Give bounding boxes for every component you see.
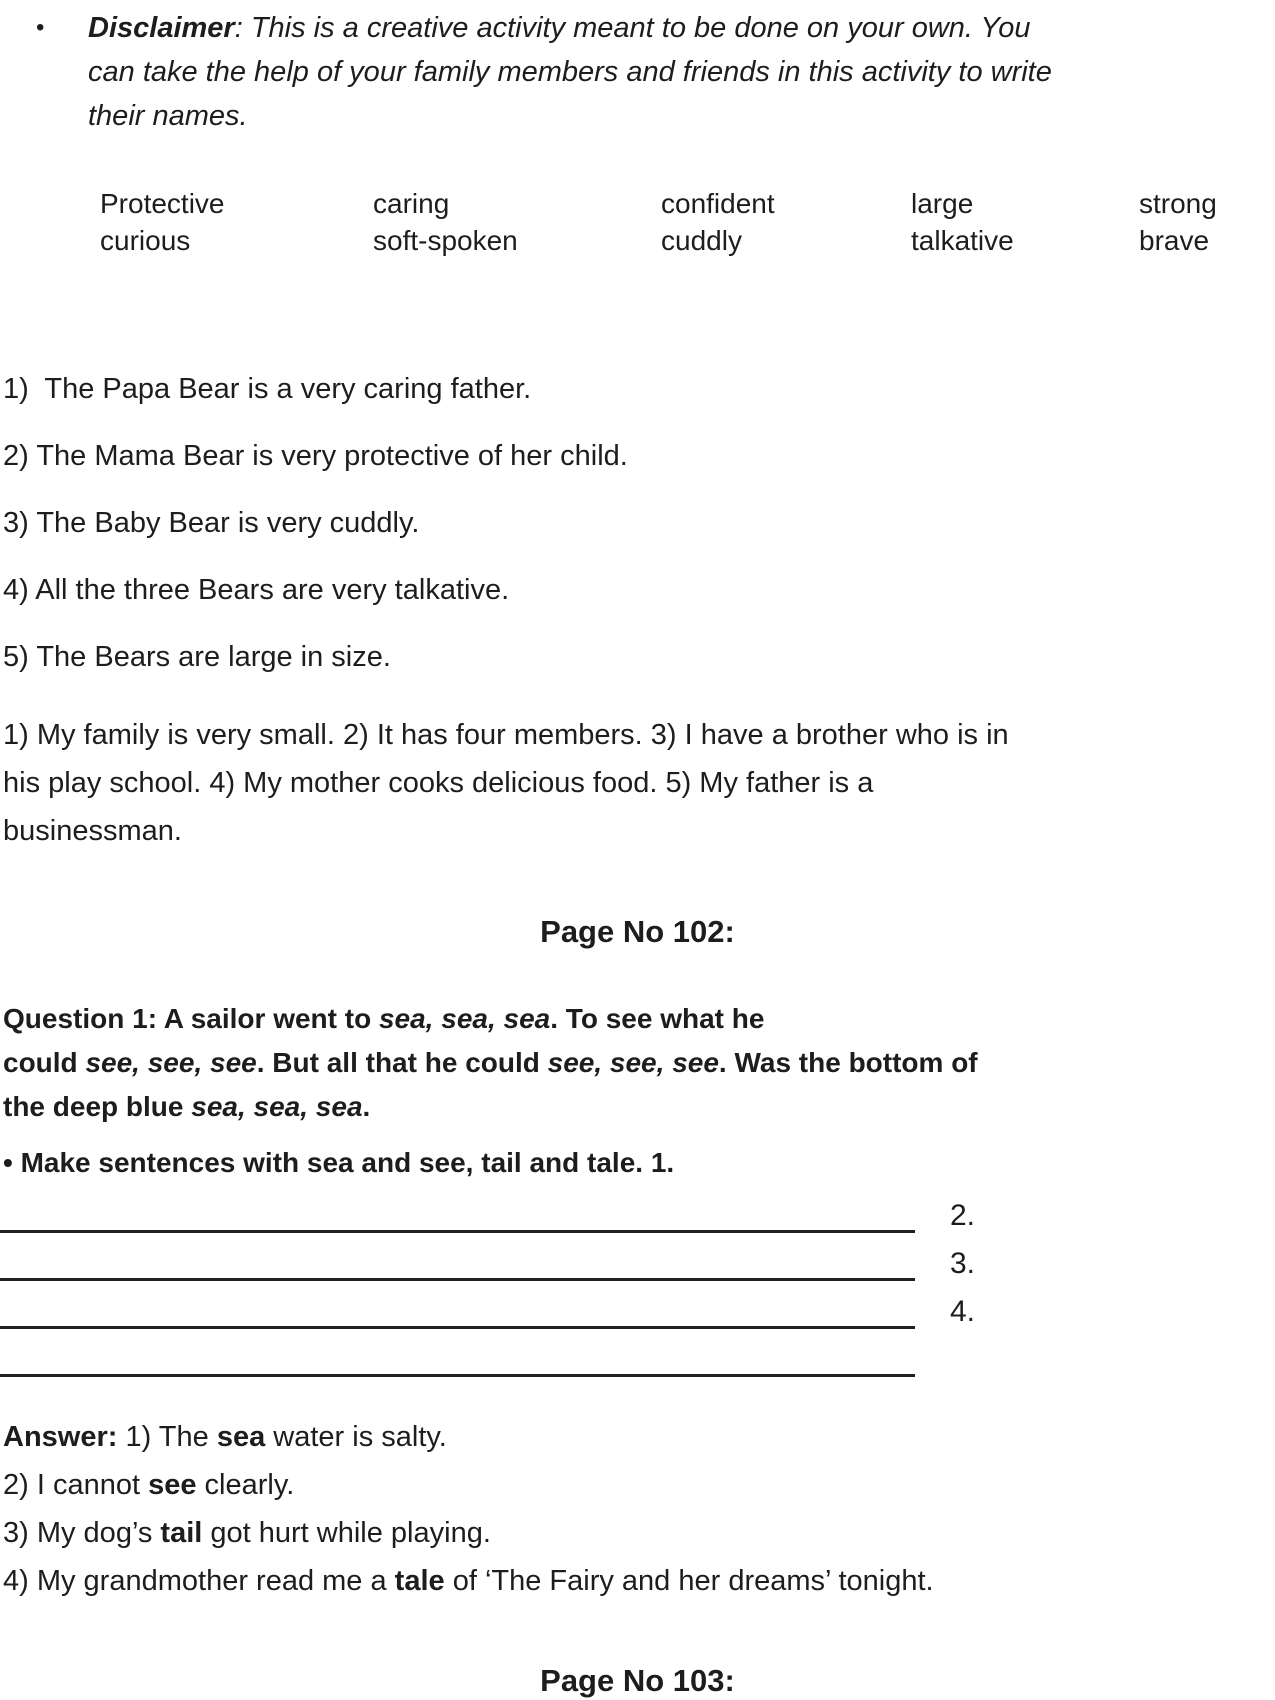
answer-blank-line	[0, 1329, 915, 1377]
question-1-text	[0, 997, 1275, 1129]
word-table	[0, 185, 1275, 259]
blank-number-label: 2.	[949, 1199, 975, 1232]
page-102-heading: Page No 102:	[540, 914, 735, 949]
answer-blank-line	[0, 1185, 975, 1233]
word-cell: caring	[373, 188, 450, 219]
bullet-icon: •	[36, 14, 45, 41]
word-cell: soft-spoken	[373, 225, 518, 256]
answer-block	[0, 1413, 1275, 1605]
disclaimer-text	[88, 6, 1228, 138]
make-sentences-instruction: • Make sentences with sea and see, tail and tale. 1.	[3, 1147, 675, 1178]
answer-line: Answer: 1) The sea water is salty.	[3, 1421, 447, 1453]
word-cell: brave	[1139, 225, 1210, 256]
answer-blank-lines	[0, 1185, 975, 1377]
word-cell: strong	[1139, 188, 1217, 219]
word-cell: cuddly	[661, 225, 742, 256]
bear-sentence-list	[0, 374, 1275, 672]
disclaimer-line: Disclaimer: This is a creative activity meant to be done on your own. You	[88, 12, 1031, 44]
question-line: Question 1: A sailor went to sea, sea, sea. To see what he	[3, 1003, 765, 1034]
bear-sentence: 4) All the three Bears are very talkative.	[3, 574, 510, 606]
family-paragraph-line: his play school. 4) My mother cooks delicious food. 5) My father is a	[3, 767, 874, 799]
word-row	[100, 185, 1275, 222]
bear-sentence: 2) The Mama Bear is very protective of her child.	[3, 440, 628, 472]
question-line: could see, see, see. But all that he could see, see, see. Was the bottom of	[3, 1047, 978, 1078]
word-cell: large	[911, 188, 974, 219]
word-cell: confident	[661, 188, 775, 219]
bear-sentence: 3) The Baby Bear is very cuddly.	[3, 507, 420, 539]
bear-sentence: 5) The Bears are large in size.	[3, 641, 391, 673]
answer-line: 3) My dog’s tail got hurt while playing.	[3, 1517, 491, 1549]
answer-line: 2) I cannot see clearly.	[3, 1469, 295, 1501]
page-103-heading: Page No 103:	[540, 1663, 735, 1698]
blank-number-label: 3.	[949, 1247, 975, 1280]
blank-number-label: 4.	[949, 1295, 975, 1328]
disclaimer-block	[36, 6, 1275, 138]
question-line: the deep blue sea, sea, sea.	[3, 1091, 371, 1122]
answer-blank-line	[0, 1233, 975, 1281]
answer-blank-line	[0, 1281, 975, 1329]
disclaimer-line: their names.	[88, 100, 248, 132]
word-cell: curious	[100, 225, 191, 256]
word-row	[100, 222, 1275, 259]
disclaimer-line: can take the help of your family members and friends in this activity to write	[88, 56, 1052, 88]
family-paragraph	[0, 711, 1275, 855]
word-cell: talkative	[911, 225, 1014, 256]
word-cell: Protective	[100, 188, 225, 219]
answer-line: 4) My grandmother read me a tale of ‘The Fairy and her dreams’ tonight.	[3, 1565, 934, 1597]
family-paragraph-line: 1) My family is very small. 2) It has four members. 3) I have a brother who is in	[3, 719, 1009, 751]
bear-sentence: 1) The Papa Bear is a very caring father.	[3, 373, 532, 405]
family-paragraph-line: businessman.	[3, 815, 182, 847]
